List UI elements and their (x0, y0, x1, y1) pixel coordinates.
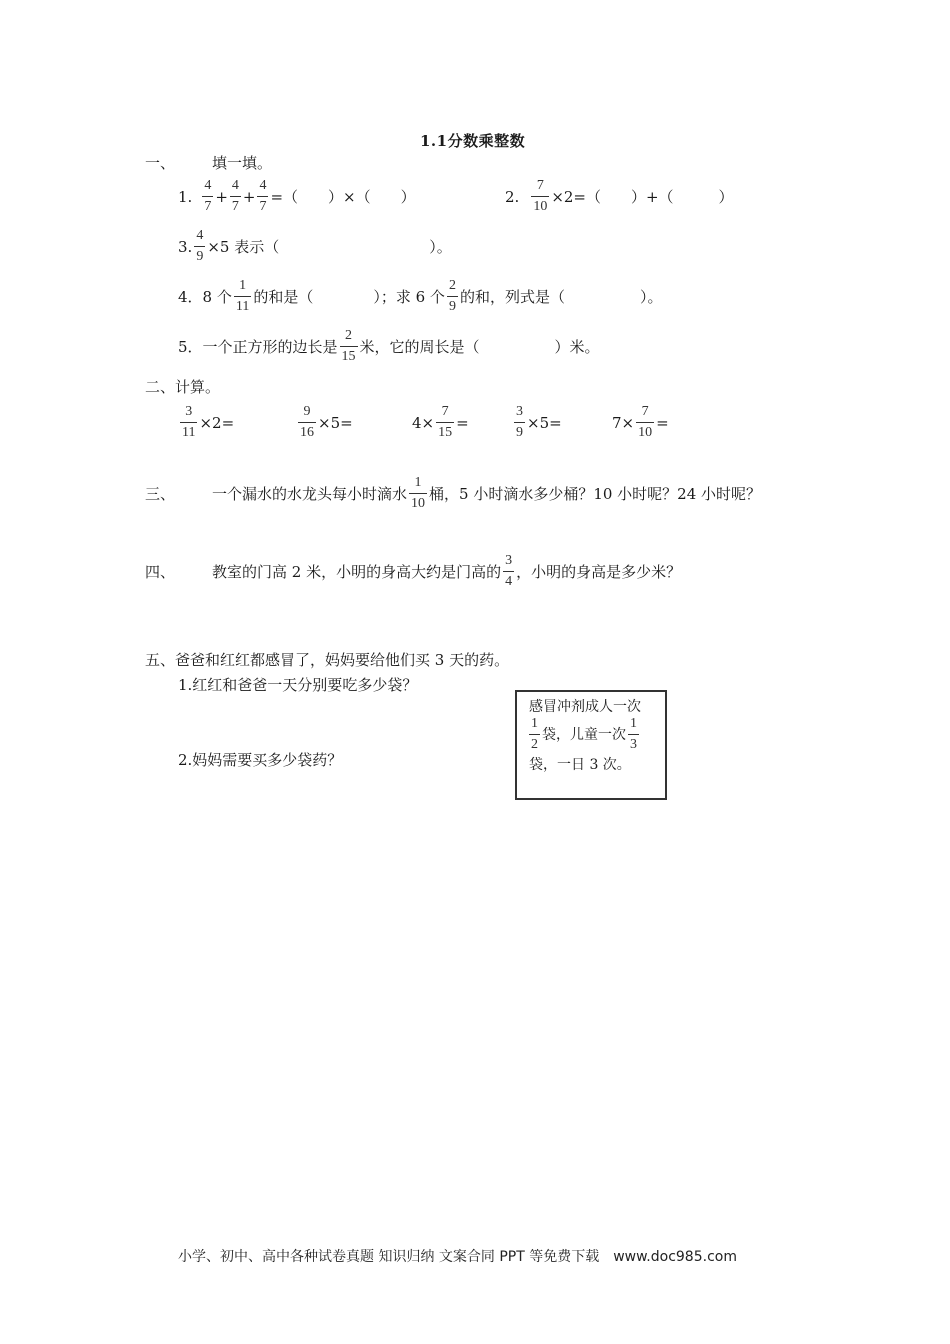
fraction: $\frac{3}{9}$ (516, 404, 523, 440)
fraction: $\frac{7}{10}$ (533, 178, 548, 214)
calc-item: 7× $\frac{7}{10}$ = (612, 404, 669, 440)
calc-item: $\frac{9}{16}$ ×5= (300, 404, 353, 440)
plus-sign: + (242, 187, 256, 206)
question-1-1 (178, 178, 416, 215)
question-1-2 (505, 178, 734, 215)
calc-item: 4× $\frac{7}{15}$ = (412, 404, 469, 440)
footer-text: 小学、初中、高中各种试卷真题 知识归纳 文案合同 PPT 等免费下载 www.doc985.com (178, 1249, 737, 1265)
q-number: 2. (505, 187, 520, 206)
fraction: $\frac{3}{11}$ (182, 404, 196, 440)
answer-blanks: ×2=（ ）+（ ） (551, 187, 734, 206)
fraction: $\frac{7}{15}$ (438, 404, 453, 440)
answer-blanks: =（ ）×（ ） (270, 187, 416, 206)
fraction: $\frac{1}{10}$ (411, 475, 426, 511)
box-line-3: 袋，一日 3 次。 (529, 757, 631, 773)
q-number: 3. (178, 237, 193, 256)
q-text: 的和是（ ）；求 6 个 (253, 287, 445, 306)
fraction: $\frac{1}{3}$ (630, 716, 637, 752)
calc-item: $\frac{3}{11}$ ×2= (182, 404, 235, 440)
section-5-heading: 五、爸爸和红红都感冒了，妈妈要给他们买 3 天的药。 (145, 651, 510, 669)
question-1-4 (178, 278, 662, 315)
question-1-5 (178, 328, 600, 365)
q-text: 的和，列式是（ ）。 (459, 287, 663, 306)
section-2-heading: 二、计算。 (145, 378, 221, 396)
question-1-3 (178, 228, 452, 265)
calc-item: $\frac{3}{9}$ ×5= (516, 404, 562, 440)
fraction: $\frac{2}{9}$ (448, 278, 456, 314)
section-4-number: 四、 (145, 563, 176, 581)
fraction: $\frac{4}{9}$ (196, 228, 204, 264)
fraction: $\frac{1}{2}$ (531, 716, 538, 752)
section-4-question: 教室的门高 2 米，小明的身高大约是门高的 $\frac{3}{4}$ ，小明的身高是多少米？ (212, 553, 682, 589)
section-3-question: 一个漏水的水龙头每小时滴水 $\frac{1}{10}$ 桶，5 小时滴水多少桶？10 小时呢？24 小时呢？ (212, 475, 762, 511)
q-text: 4．8 个 (178, 287, 232, 306)
section-3-number: 三、 (145, 485, 176, 503)
fraction: $\frac{9}{16}$ (300, 404, 314, 440)
section-5-question-1: 1.红红和爸爸一天分别要吃多少袋？ (178, 676, 418, 694)
fraction: $\frac{1}{11}$ (235, 278, 250, 314)
medicine-info-box (515, 690, 667, 800)
page-title: 1.1分数乘整数 (420, 132, 526, 150)
plus-sign: + (215, 187, 228, 206)
fraction: $\frac{4}{7}$ (204, 178, 212, 214)
q-number: 1. (178, 187, 193, 206)
box-line-2: $\frac{1}{2}$ 袋，儿童一次 $\frac{1}{3}$ (531, 716, 637, 752)
q-text: 米，它的周长是（ ）米。 (359, 337, 600, 356)
fraction: $\frac{4}{7}$ (231, 178, 239, 214)
fraction: $\frac{4}{7}$ (259, 178, 267, 214)
section-1-heading: 填一填。 (212, 154, 273, 172)
fraction: $\frac{3}{4}$ (505, 553, 513, 589)
fraction: $\frac{2}{15}$ (341, 328, 356, 364)
section-1-number: 一、 (145, 154, 176, 172)
section-5-question-2: 2.妈妈需要买多少袋药？ (178, 751, 343, 769)
q-text: 5．一个正方形的边长是 (178, 337, 338, 356)
answer-blanks: ×5 表示（ ）。 (207, 237, 452, 256)
fraction: $\frac{7}{10}$ (638, 404, 653, 440)
box-line-1: 感冒冲剂成人一次 (529, 699, 641, 715)
